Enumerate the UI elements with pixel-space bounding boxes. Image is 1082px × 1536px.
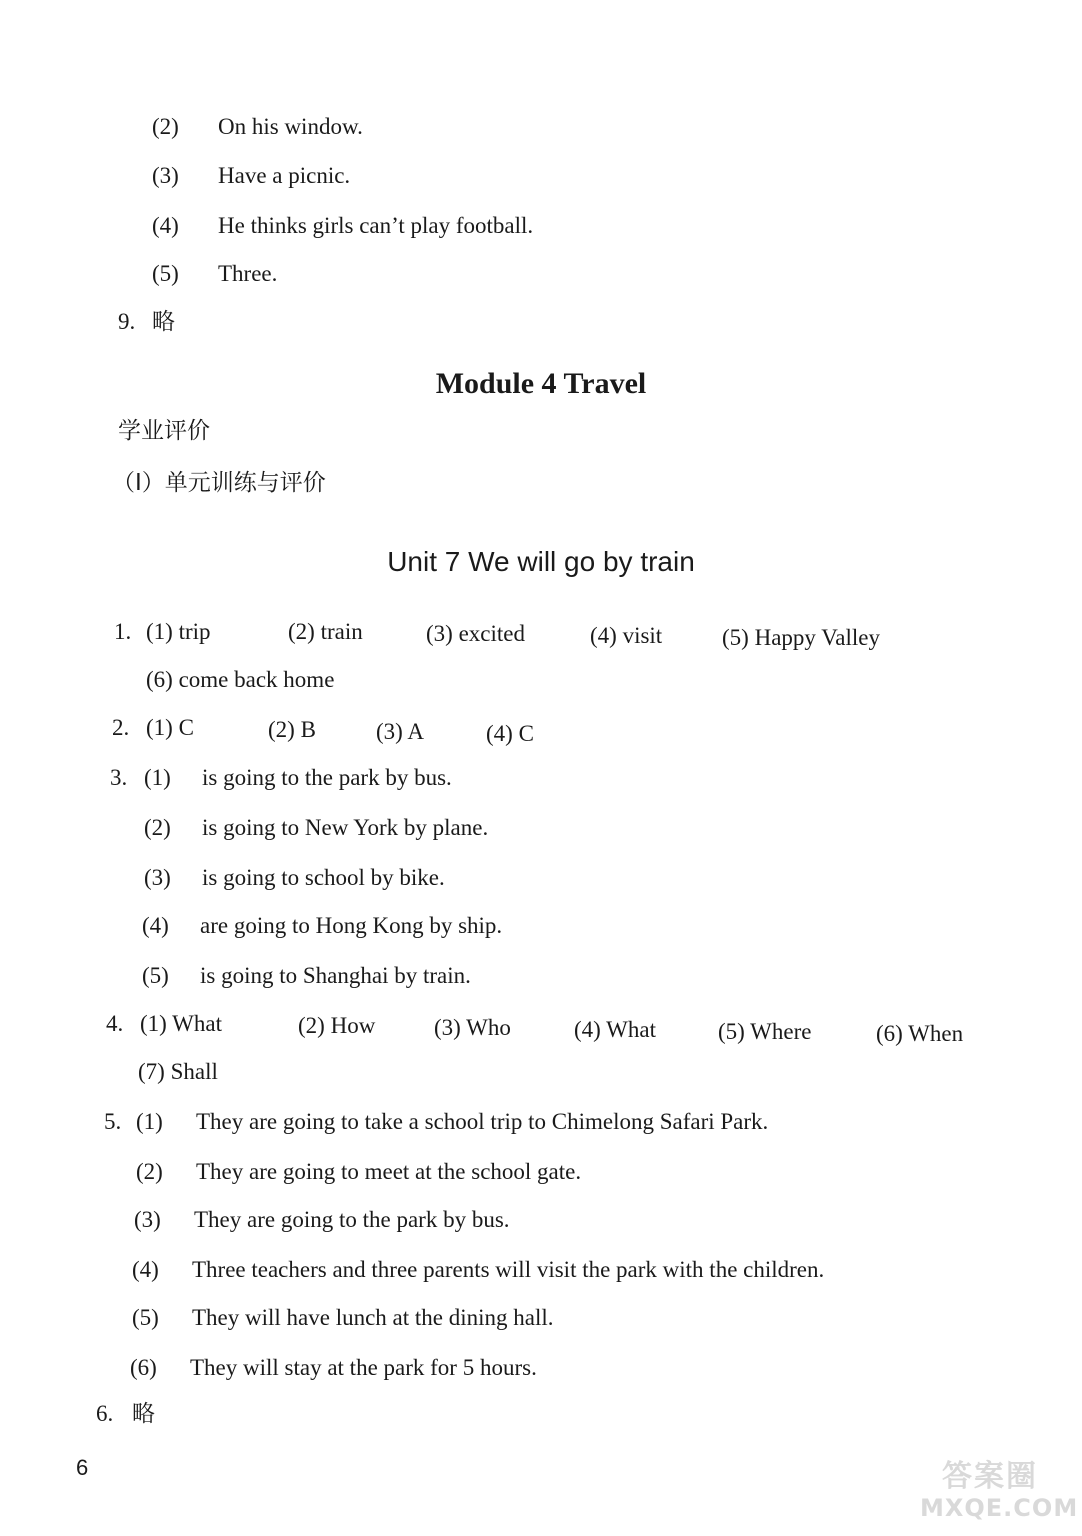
q3-item-5 — [142, 964, 471, 987]
question-number: 1. — [114, 619, 132, 644]
item-number: (4) — [574, 1017, 601, 1042]
item-text: train — [320, 619, 363, 644]
item-text: are going to Hong Kong by ship. — [200, 913, 503, 938]
item-number: (2) — [298, 1013, 325, 1038]
q4-item-1 — [140, 1012, 222, 1035]
q5-item-3 — [134, 1208, 510, 1231]
module-title: Module 4 Travel — [435, 367, 647, 400]
prev-q8-item-4 — [152, 214, 533, 237]
q2-item-2 — [268, 718, 316, 741]
item-text: C — [518, 721, 534, 746]
item-text: Three teachers and three parents will visit the park with the children. — [192, 1257, 825, 1282]
item-text: excited — [458, 621, 525, 646]
item-text: Who — [466, 1015, 511, 1040]
item-number: (5) — [722, 625, 749, 650]
q4-item-4 — [574, 1018, 656, 1041]
item-number: (4) — [152, 213, 179, 238]
watermark-logo — [920, 1459, 1079, 1528]
item-text: They will have lunch at the dining hall. — [192, 1305, 554, 1330]
q2-item-3 — [376, 720, 424, 743]
item-number: (3) — [152, 163, 179, 188]
answer-text: 略 — [152, 309, 175, 335]
item-text: He thinks girls can’t play football. — [218, 213, 534, 238]
item-number: (4) — [486, 721, 513, 746]
q1-item-4 — [590, 624, 662, 647]
unit-title: Unit 7 We will go by train — [387, 546, 695, 577]
item-number: (2) — [268, 717, 295, 742]
item-text: How — [330, 1013, 376, 1038]
item-number: (3) — [426, 621, 453, 646]
item-text: trip — [178, 619, 211, 644]
item-text: When — [908, 1021, 964, 1046]
item-number: (4) — [590, 623, 617, 648]
q5-item-2 — [136, 1160, 581, 1183]
q4-item-5 — [718, 1020, 811, 1043]
item-number: (5) — [132, 1305, 159, 1330]
q5-item-5 — [132, 1306, 554, 1329]
prev-q8-item-2 — [152, 115, 363, 138]
item-number: (3) — [134, 1207, 161, 1232]
q6 — [96, 1402, 155, 1426]
item-text: C — [178, 715, 194, 740]
item-text: Shall — [170, 1059, 218, 1084]
item-text: come back home — [178, 667, 335, 692]
item-number: (2) — [144, 815, 171, 840]
q4-item-3 — [434, 1016, 511, 1039]
item-number: (1) — [136, 1109, 163, 1134]
item-number: (2) — [288, 619, 315, 644]
q1-item-6 — [146, 668, 334, 691]
item-number: (2) — [152, 114, 179, 139]
answer-text: 略 — [132, 1401, 155, 1427]
item-text: They are going to the park by bus. — [194, 1207, 510, 1232]
q3-item-1 — [144, 766, 452, 789]
q1-item-3 — [426, 622, 525, 645]
question-number: 3. — [110, 765, 128, 790]
item-text: Three. — [218, 261, 278, 286]
item-number: (7) — [138, 1059, 165, 1084]
item-number: (3) — [144, 865, 171, 890]
question-number: 5. — [104, 1109, 122, 1134]
item-text: is going to the park by bus. — [202, 765, 452, 790]
item-text: Have a picnic. — [218, 163, 351, 188]
item-number: (1) — [144, 765, 171, 790]
q5-item-4 — [132, 1258, 824, 1281]
item-number: (6) — [146, 667, 173, 692]
q1-item-2 — [288, 620, 363, 643]
question-number: 9. — [118, 309, 136, 334]
item-number: (3) — [434, 1015, 461, 1040]
q2-item-1 — [146, 716, 194, 739]
prev-q8-item-3 — [152, 164, 350, 187]
q4-item-7 — [138, 1060, 218, 1083]
item-number: (2) — [136, 1159, 163, 1184]
question-number: 6. — [96, 1401, 114, 1426]
item-number: (1) — [146, 715, 173, 740]
item-text: A — [407, 719, 424, 744]
item-text: is going to New York by plane. — [202, 815, 489, 840]
item-number: (5) — [152, 261, 179, 286]
item-text: What — [172, 1011, 222, 1036]
item-text: They are going to take a school trip to Chimelong Safari Park. — [196, 1109, 769, 1134]
item-text: is going to Shanghai by train. — [200, 963, 471, 988]
q3-item-2 — [144, 816, 488, 839]
q1-item-5 — [722, 626, 880, 649]
item-text: Happy Valley — [754, 625, 880, 650]
prev-q8-item-5 — [152, 262, 277, 285]
watermark-line-1: 答案圈 — [942, 1459, 1038, 1494]
item-text: They are going to meet at the school gate. — [196, 1159, 582, 1184]
q5-item-1 — [136, 1110, 768, 1133]
item-number: (5) — [718, 1019, 745, 1044]
item-text: On his window. — [218, 114, 363, 139]
question-number: 2. — [112, 715, 130, 740]
q3-item-4 — [142, 914, 502, 937]
q2-item-4 — [486, 722, 534, 745]
item-text: is going to school by bike. — [202, 865, 445, 890]
q4-item-6 — [876, 1022, 963, 1045]
item-number: (1) — [146, 619, 173, 644]
subsection-heading: （Ⅰ）单元训练与评价 — [112, 470, 326, 496]
item-number: (3) — [376, 719, 403, 744]
q5-item-6 — [130, 1356, 537, 1379]
q1-item-1 — [146, 620, 211, 643]
q4-item-2 — [298, 1014, 375, 1037]
q3-item-3 — [144, 866, 445, 889]
item-number: (4) — [132, 1257, 159, 1282]
item-text: visit — [622, 623, 663, 648]
item-number: (6) — [876, 1021, 903, 1046]
question-number: 4. — [106, 1011, 124, 1036]
page-number: 6 — [76, 1455, 89, 1480]
item-number: (5) — [142, 963, 169, 988]
item-number: (1) — [140, 1011, 167, 1036]
item-text: What — [606, 1017, 656, 1042]
item-number: (4) — [142, 913, 169, 938]
item-number: (6) — [130, 1355, 157, 1380]
item-text: B — [300, 717, 316, 742]
section-heading: 学业评价 — [118, 418, 210, 444]
item-text: Where — [750, 1019, 812, 1044]
prev-q9 — [118, 310, 175, 334]
item-text: They will stay at the park for 5 hours. — [190, 1355, 537, 1380]
watermark-line-2: MXQE.COM — [920, 1494, 1079, 1522]
